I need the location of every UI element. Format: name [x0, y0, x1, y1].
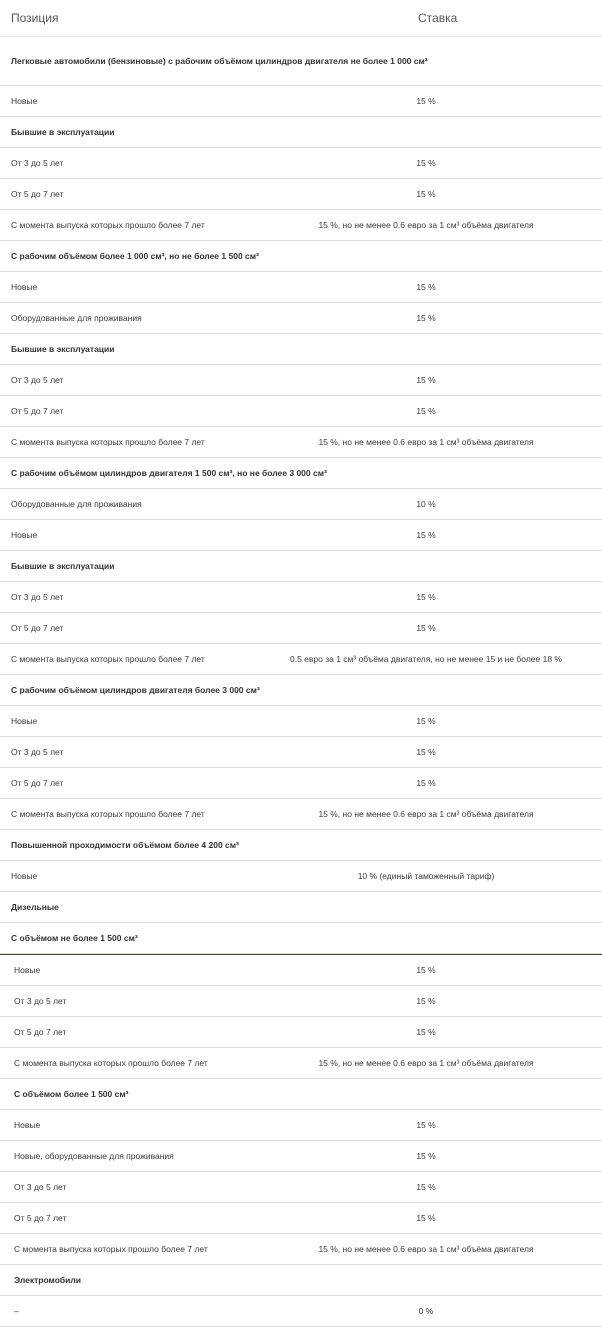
table-row	[0, 179, 602, 210]
rate-cell: 15 %	[416, 96, 436, 106]
position-cell: От 3 до 5 лет	[11, 747, 64, 757]
rate-cell: 15 %	[416, 1120, 436, 1130]
position-cell: Повышенной проходимости объёмом более 4 200 см³	[11, 840, 239, 850]
table-row	[0, 986, 602, 1017]
position-cell: От 5 до 7 лет	[14, 1213, 67, 1223]
table-row	[0, 1203, 602, 1234]
position-cell: Бывшие в эксплуатации	[11, 344, 115, 354]
table-row	[0, 489, 602, 520]
table-row	[0, 613, 602, 644]
position-cell: С момента выпуска которых прошло более 7 лет	[11, 809, 205, 819]
section-heading-row	[0, 675, 602, 706]
table-row	[0, 955, 602, 986]
position-cell: От 5 до 7 лет	[11, 189, 64, 199]
table-row	[0, 148, 602, 179]
rate-cell: 15 %	[416, 158, 436, 168]
rate-cell: 10 % (единый таможенный тариф)	[357, 871, 495, 881]
rate-cell: 15 %	[416, 996, 436, 1006]
table-body-bottom	[0, 955, 602, 1327]
position-cell: Новые	[11, 530, 38, 540]
table-row	[0, 303, 602, 334]
table-row	[0, 799, 602, 830]
section-heading-row	[0, 117, 602, 148]
table-row	[0, 644, 602, 675]
rate-cell: 15 %	[416, 1151, 436, 1161]
table-row	[0, 1296, 602, 1327]
position-cell: Дизельные	[11, 902, 59, 912]
position-cell: С момента выпуска которых прошло более 7 лет	[11, 220, 205, 230]
table-row	[0, 861, 602, 892]
rate-cell: 10 %	[416, 499, 436, 509]
table-row	[0, 427, 602, 458]
section-heading-row	[0, 892, 602, 923]
rate-cell: 15 %	[416, 375, 436, 385]
position-cell: С момента выпуска которых прошло более 7 лет	[11, 437, 205, 447]
position-cell: Новые	[11, 871, 38, 881]
table-row	[0, 396, 602, 427]
position-cell: С рабочим объёмом цилиндров двигателя 1 500 см³, но не более 3 000 см³	[11, 468, 327, 478]
rate-cell: 15 %	[416, 623, 436, 633]
position-cell: Новые	[14, 1120, 41, 1130]
section-heading-row	[0, 1265, 602, 1296]
section-heading-row	[0, 551, 602, 582]
table-row	[0, 1048, 602, 1079]
section-heading-row	[0, 923, 602, 954]
position-cell: От 5 до 7 лет	[14, 1027, 67, 1037]
position-cell: Новые	[11, 96, 38, 106]
position-cell: Оборудованные для проживания	[11, 313, 142, 323]
rate-cell: 15 %	[416, 778, 436, 788]
table-header	[0, 0, 602, 37]
position-cell: Легковые автомобили (бензиновые) с рабочим объёмом цилиндров двигателя не более 1 000 см³	[11, 56, 428, 66]
rate-cell: 15 %	[416, 313, 436, 323]
position-cell: От 3 до 5 лет	[11, 375, 64, 385]
section-heading-row	[0, 37, 602, 86]
position-cell: Новые	[14, 965, 41, 975]
position-cell: Новые	[11, 716, 38, 726]
table-row	[0, 1017, 602, 1048]
position-cell: Бывшие в эксплуатации	[11, 561, 115, 571]
position-cell: От 5 до 7 лет	[11, 778, 64, 788]
position-cell: Новые, оборудованные для проживания	[14, 1151, 174, 1161]
table-row	[0, 737, 602, 768]
table-row	[0, 1172, 602, 1203]
table-row	[0, 210, 602, 241]
position-cell: От 5 до 7 лет	[11, 406, 64, 416]
position-cell: С момента выпуска которых прошло более 7 лет	[14, 1058, 208, 1068]
header-position: Позиция	[11, 11, 59, 25]
rate-cell: 0.5 евро за 1 см³ объёма двигателя, но не менее 15 и не более 18 %	[289, 654, 562, 664]
table-row	[0, 582, 602, 613]
rate-cell: 15 %	[416, 282, 436, 292]
table-row	[0, 86, 602, 117]
position-cell: С объёмом более 1 500 см³	[14, 1089, 129, 1099]
position-cell: От 3 до 5 лет	[14, 1182, 67, 1192]
position-cell: С момента выпуска которых прошло более 7 лет	[11, 654, 205, 664]
rate-cell: 15 %	[416, 189, 436, 199]
rate-cell: 15 %	[416, 1182, 436, 1192]
section-heading-row	[0, 334, 602, 365]
rate-cell: 15 %	[416, 592, 436, 602]
rate-cell: 15 %, но не менее 0.6 евро за 1 см³ объёма двигателя	[318, 437, 534, 447]
position-cell: Электромобили	[14, 1275, 82, 1285]
rate-cell: 15 %	[416, 716, 436, 726]
table-row	[0, 1110, 602, 1141]
rate-cell: 15 %	[416, 1213, 436, 1223]
position-cell: От 3 до 5 лет	[11, 158, 64, 168]
table-body-top	[0, 37, 602, 954]
table-row	[0, 365, 602, 396]
rate-cell: 15 %, но не менее 0.6 евро за 1 см³ объёма двигателя	[318, 809, 534, 819]
table-row	[0, 706, 602, 737]
position-cell: С момента выпуска которых прошло более 7 лет	[14, 1244, 208, 1254]
rate-cell: 15 %, но не менее 0.6 евро за 1 см³ объёма двигателя	[318, 220, 534, 230]
position-cell: От 3 до 5 лет	[14, 996, 67, 1006]
position-cell: Новые	[11, 282, 38, 292]
rate-cell: 15 %, но не менее 0.6 евро за 1 см³ объёма двигателя	[318, 1058, 534, 1068]
rate-cell: 15 %	[416, 530, 436, 540]
rate-cell: 15 %, но не менее 0.6 евро за 1 см³ объёма двигателя	[318, 1244, 534, 1254]
position-cell: С рабочим объёмом цилиндров двигателя более 3 000 см³	[11, 685, 260, 695]
position-cell: Бывшие в эксплуатации	[11, 127, 115, 137]
table-row	[0, 520, 602, 551]
section-heading-row	[0, 241, 602, 272]
position-cell: С объёмом не более 1 500 см³	[11, 933, 138, 943]
header-rate: Ставка	[418, 11, 458, 25]
rate-cell: 0 %	[418, 1306, 434, 1316]
table-row	[0, 768, 602, 799]
rate-cell: 15 %	[416, 406, 436, 416]
section-heading-row	[0, 458, 602, 489]
table-row	[0, 272, 602, 303]
table-row	[0, 1141, 602, 1172]
position-cell: От 5 до 7 лет	[11, 623, 64, 633]
section-heading-row	[0, 1079, 602, 1110]
rate-cell: 15 %	[416, 1027, 436, 1037]
rate-cell: 15 %	[416, 747, 436, 757]
position-cell: От 3 до 5 лет	[11, 592, 64, 602]
position-cell: С рабочим объёмом более 1 000 см³, но не более 1 500 см³	[11, 251, 259, 261]
position-cell: Оборудованные для проживания	[11, 499, 142, 509]
rate-cell: 15 %	[416, 965, 436, 975]
position-cell: –	[14, 1306, 19, 1316]
table-row	[0, 1234, 602, 1265]
section-heading-row	[0, 830, 602, 861]
